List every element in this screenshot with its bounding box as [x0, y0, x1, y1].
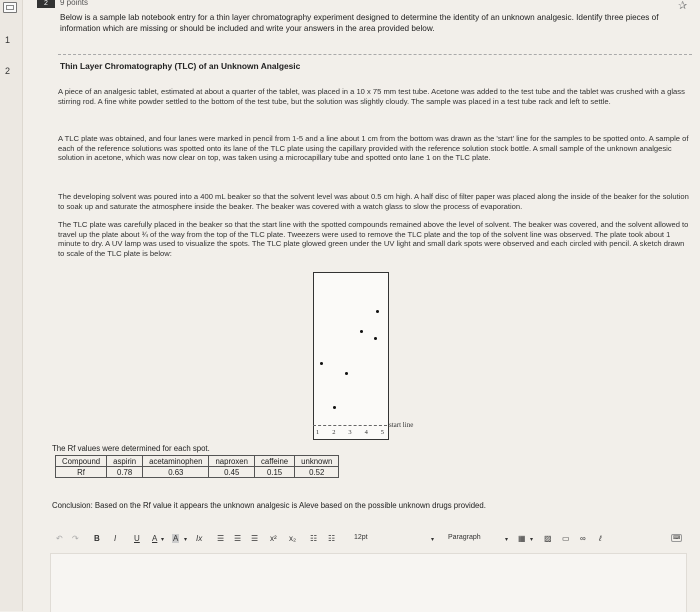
tlc-spot [333, 406, 336, 409]
chevron-down-icon[interactable]: ▾ [530, 537, 534, 543]
question-number-1[interactable]: 1 [5, 35, 11, 45]
superscript-button[interactable]: x² [270, 534, 277, 543]
tlc-plate-sketch [313, 272, 389, 440]
entry-paragraph-2: A TLC plate was obtained, and four lanes were marked in pencil from 1-5 and a line about 1 cm from the bottom was drawn as the 'start' line for the samples to be spotted onto. A sample of each of the reference solutions was spotted onto its lane of the TLC plate using the capillary provided with the reference solution stock bottle. A small sample of the unknown analgesic solution in acetone, which was now clear on top, was taken using a microcapillary tube and spotted onto lane 1 on the TLC plate. [58, 134, 689, 163]
bullet-list-icon[interactable]: ☷ [310, 534, 318, 543]
conclusion: Conclusion: Based on the Rf value it appears the unknown analgesic is Aleve based on the possible unknown drugs provided. [52, 501, 486, 510]
clear-format-button[interactable]: Ix [196, 534, 203, 543]
table-cell: acetaminophen [143, 456, 209, 467]
tlc-start-line [313, 425, 387, 426]
keyboard-icon[interactable]: ⌨ [673, 535, 681, 541]
bold-button[interactable]: B [94, 534, 100, 543]
divider [58, 54, 692, 55]
font-size-select[interactable]: 12pt [354, 534, 368, 541]
lane-number: 5 [380, 429, 384, 436]
table-cell: Compound [56, 456, 107, 467]
entry-title: Thin Layer Chromatography (TLC) of an Unknown Analgesic [60, 61, 301, 71]
lane-number: 3 [348, 429, 352, 436]
tlc-spot [360, 330, 363, 333]
lane-number: 2 [332, 429, 336, 436]
undo-button[interactable]: ↶ [56, 534, 63, 543]
pin-icon[interactable]: ✰ [678, 0, 688, 12]
numbered-list-icon[interactable]: ☷ [328, 534, 336, 543]
chevron-down-icon[interactable]: ▾ [161, 537, 165, 543]
media-icon[interactable]: ▭ [562, 534, 570, 543]
lane-number: 4 [364, 429, 368, 436]
table-cell: 0.15 [254, 467, 294, 478]
answer-text-area[interactable] [50, 553, 687, 612]
highlight-color-button[interactable]: A [173, 534, 179, 543]
question-number-2[interactable]: 2 [5, 66, 11, 76]
font-color-button[interactable]: A [152, 534, 158, 543]
table-row [56, 456, 339, 467]
paragraph-select[interactable]: Paragraph [448, 534, 481, 541]
tlc-spot [345, 372, 348, 375]
chevron-down-icon[interactable]: ▾ [431, 537, 435, 543]
italic-button[interactable]: I [114, 534, 117, 543]
table-cell: Rf [56, 467, 107, 478]
tlc-spot [376, 310, 379, 313]
underline-button[interactable]: U [134, 534, 140, 543]
question-navigator [0, 0, 23, 611]
start-line-label: start line [389, 421, 414, 429]
table-cell: naproxen [209, 456, 255, 467]
redo-button[interactable]: ↷ [72, 534, 79, 543]
table-icon[interactable]: ▦ [518, 534, 526, 543]
rf-table [55, 455, 339, 478]
table-cell: 0.52 [295, 467, 339, 478]
entry-paragraph-4: The TLC plate was carefully placed in the beaker so that the start line with the spotted compounds remained above the level of solvent. The beaker was covered, and the solvent allowed to travel up the plate about ¾ of the way from the top of the TLC plate. Tweezers were used to remove the TLC plate and the top of the solvent line was observed. The plate took about 1 minute to dry. A UV lamp was used to visualize the spots. The TLC plate glowed green under the UV light and small dark spots were observed and each circled with pencil. A sketch drawn to scale of the TLC plate is below: [58, 220, 689, 258]
flag-icon[interactable] [3, 2, 17, 13]
align-center-icon[interactable]: ☰ [234, 534, 242, 543]
subscript-button[interactable]: x₂ [289, 534, 297, 543]
entry-paragraph-3: The developing solvent was poured into a 400 mL beaker so that the solvent level was about 0.5 cm high. A half disc of filter paper was placed along the inside of the beaker for the solution to soak up and saturate the atmosphere inside the beaker. The beaker was covered with a watch glass to slow the process of evaporation. [58, 192, 689, 211]
tlc-spot [374, 337, 377, 340]
image-icon[interactable]: ▨ [544, 534, 552, 543]
tlc-lane-numbers [316, 429, 384, 436]
chevron-down-icon[interactable]: ▾ [184, 537, 188, 543]
align-left-icon[interactable]: ☰ [217, 534, 225, 543]
question-badge: 2 [37, 0, 55, 8]
table-cell: unknown [295, 456, 339, 467]
rf-intro: The Rf values were determined for each spot. [52, 444, 210, 453]
points-label: 9 points [60, 0, 89, 7]
table-cell: 0.63 [143, 467, 209, 478]
chevron-down-icon[interactable]: ▾ [505, 537, 509, 543]
table-cell: caffeine [254, 456, 294, 467]
align-right-icon[interactable]: ☰ [251, 534, 259, 543]
tlc-spot [320, 362, 323, 365]
table-cell: 0.78 [107, 467, 143, 478]
table-row [56, 467, 339, 478]
table-cell: aspirin [107, 456, 143, 467]
link-icon[interactable]: ∞ [580, 534, 586, 543]
lane-number: 1 [316, 429, 320, 436]
table-cell: 0.45 [209, 467, 255, 478]
editor-toolbar [54, 531, 694, 547]
entry-paragraph-1: A piece of an analgesic tablet, estimated at about a quarter of the tablet, was placed in a 10 x 75 mm test tube. Acetone was added to the test tube and the tablet was crushed with a glass stirring rod. A fine white powder settled to the bottom of the test tube, but the solution was slightly cloudy. The sample was placed in a test tube rack and left to settle. [58, 87, 685, 106]
question-instructions: Below is a sample lab notebook entry for a thin layer chromatography experiment designed to determine the identity of an unknown analgesic. Identify three pieces of information which are missing or should be included and write your answers in the area provided below. [60, 13, 659, 33]
quote-icon[interactable]: ℓ [599, 534, 602, 543]
